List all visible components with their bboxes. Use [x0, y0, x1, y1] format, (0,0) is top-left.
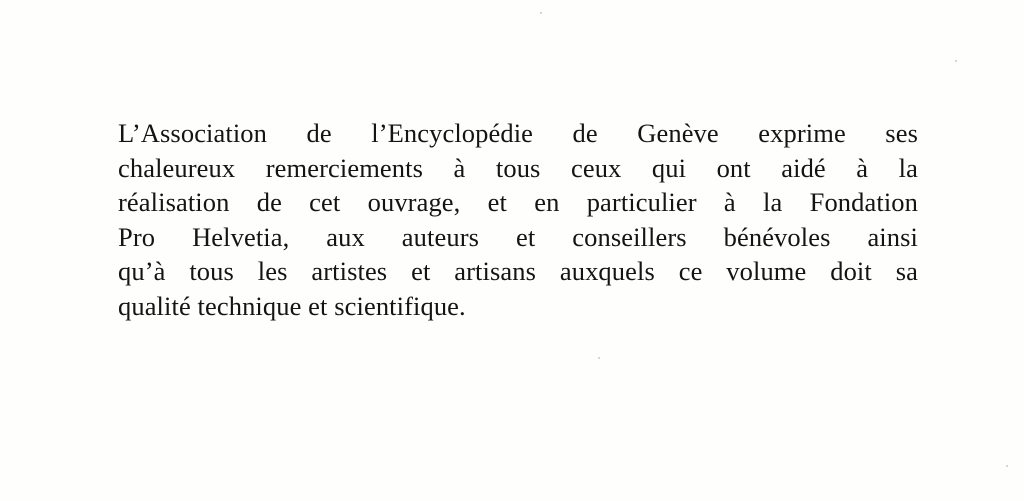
paragraph-line-5: qu’à tous les artistes et artisans auxquels ce volume doit sa [118, 256, 918, 286]
paragraph-line-4: Pro Helvetia, aux auteurs et conseillers bénévoles ainsi [118, 221, 918, 252]
paper-speck [540, 12, 542, 14]
paper-speck [598, 357, 600, 359]
paper-speck [955, 60, 957, 62]
paper-speck [1006, 465, 1008, 467]
paragraph-line-2: chaleureux remerciements à tous ceux qui ont aidé à la [118, 152, 918, 183]
paragraph-line-3: réalisation de cet ouvrage, et en particulier à la Fondation [118, 187, 918, 217]
paragraph-line-6: qualité technique et scientifique. [118, 290, 466, 321]
acknowledgement-paragraph [118, 116, 918, 323]
paragraph-line-1: L’Association de l’Encyclopédie de Genève exprime ses [118, 118, 918, 148]
